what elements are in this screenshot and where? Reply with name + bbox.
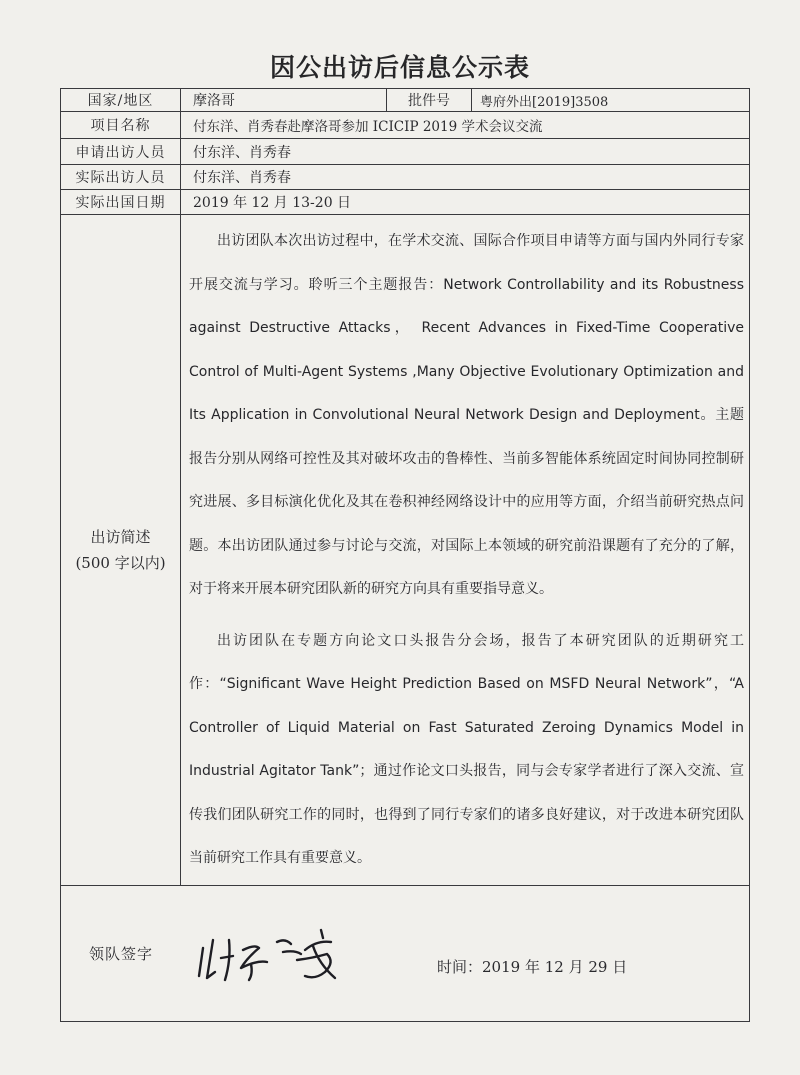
- row-project: [61, 112, 749, 139]
- row-applicants: [61, 139, 749, 165]
- signature-date: 时间：2019 年 12 月 29 日: [437, 958, 628, 976]
- row-country: [61, 89, 749, 112]
- row-date: [61, 190, 749, 215]
- summary-paragraph-1: 出访团队本次出访过程中，在学术交流、国际合作项目申请等方面与国内外同行专家开展交流与学习。聆听三个主题报告：Network Controllability and its Robustness against Destructive Attacks， Recent Advances in Fixed-Time Cooperative Control of Multi-Agent Systems ,Many Objective Evolutionary Optimization and Its Application in Convolutional Neural Network Design and Deployment。主题报告分别从网络可控性及其对破坏攻击的鲁棒性、当前多智能体系统固定时间协同控制研究进展、多目标演化优化及其在卷积神经网络设计中的应用等方面，介绍当前研究热点问题。本出访团队通过参与讨论与交流，对国际上本领域的研究前沿课题有了充分的了解，对于将来开展本研究团队新的研究方向具有重要指导意义。: [189, 233, 744, 597]
- info-table: [60, 88, 750, 1022]
- applicants-label: 申请出访人员: [61, 139, 181, 164]
- project-label: 项目名称: [61, 112, 181, 138]
- summary-label-line2: (500 字以内): [75, 554, 166, 572]
- actual-label: 实际出访人员: [61, 165, 181, 189]
- handwritten-signature: [185, 910, 355, 990]
- summary-label: [61, 215, 181, 885]
- actual-value: 付东洋、肖秀春: [193, 170, 291, 186]
- applicants-value: 付东洋、肖秀春: [193, 144, 291, 161]
- country-label: 国家/地区: [61, 89, 181, 111]
- country-value: 摩洛哥: [193, 93, 235, 109]
- signature-label: 领队签字: [88, 944, 153, 963]
- project-value: 付东洋、肖秀春赴摩洛哥参加 ICICIP 2019 学术会议交流: [193, 119, 543, 135]
- approval-label: 批件号: [386, 89, 471, 111]
- approval-value: 粤府外出[2019]3508: [471, 89, 608, 111]
- date-value: 2019 年 12 月 13-20 日: [193, 195, 352, 211]
- page-title: 因公出访后信息公示表: [269, 53, 530, 82]
- date-label: 实际出国日期: [61, 190, 181, 214]
- summary-label-line1: 出访简述: [90, 528, 151, 546]
- summary-content: [189, 220, 744, 881]
- summary-paragraph-2: 出访团队在专题方向论文口头报告分会场，报告了本研究团队的近期研究工作：“Significant Wave Height Prediction Based on MSFD Neural Network”，“A Controller of Liquid Material on Fast Saturated Zeroing Dynamics Model in Industrial Agitator Tank”；通过作论文口头报告，同与会专家学者进行了深入交流、宣传我们团队研究工作的同时，也得到了同行专家们的诸多良好建议，对于改进本研究团队当前研究工作具有重要意义。: [189, 632, 744, 866]
- row-actual: [61, 165, 749, 190]
